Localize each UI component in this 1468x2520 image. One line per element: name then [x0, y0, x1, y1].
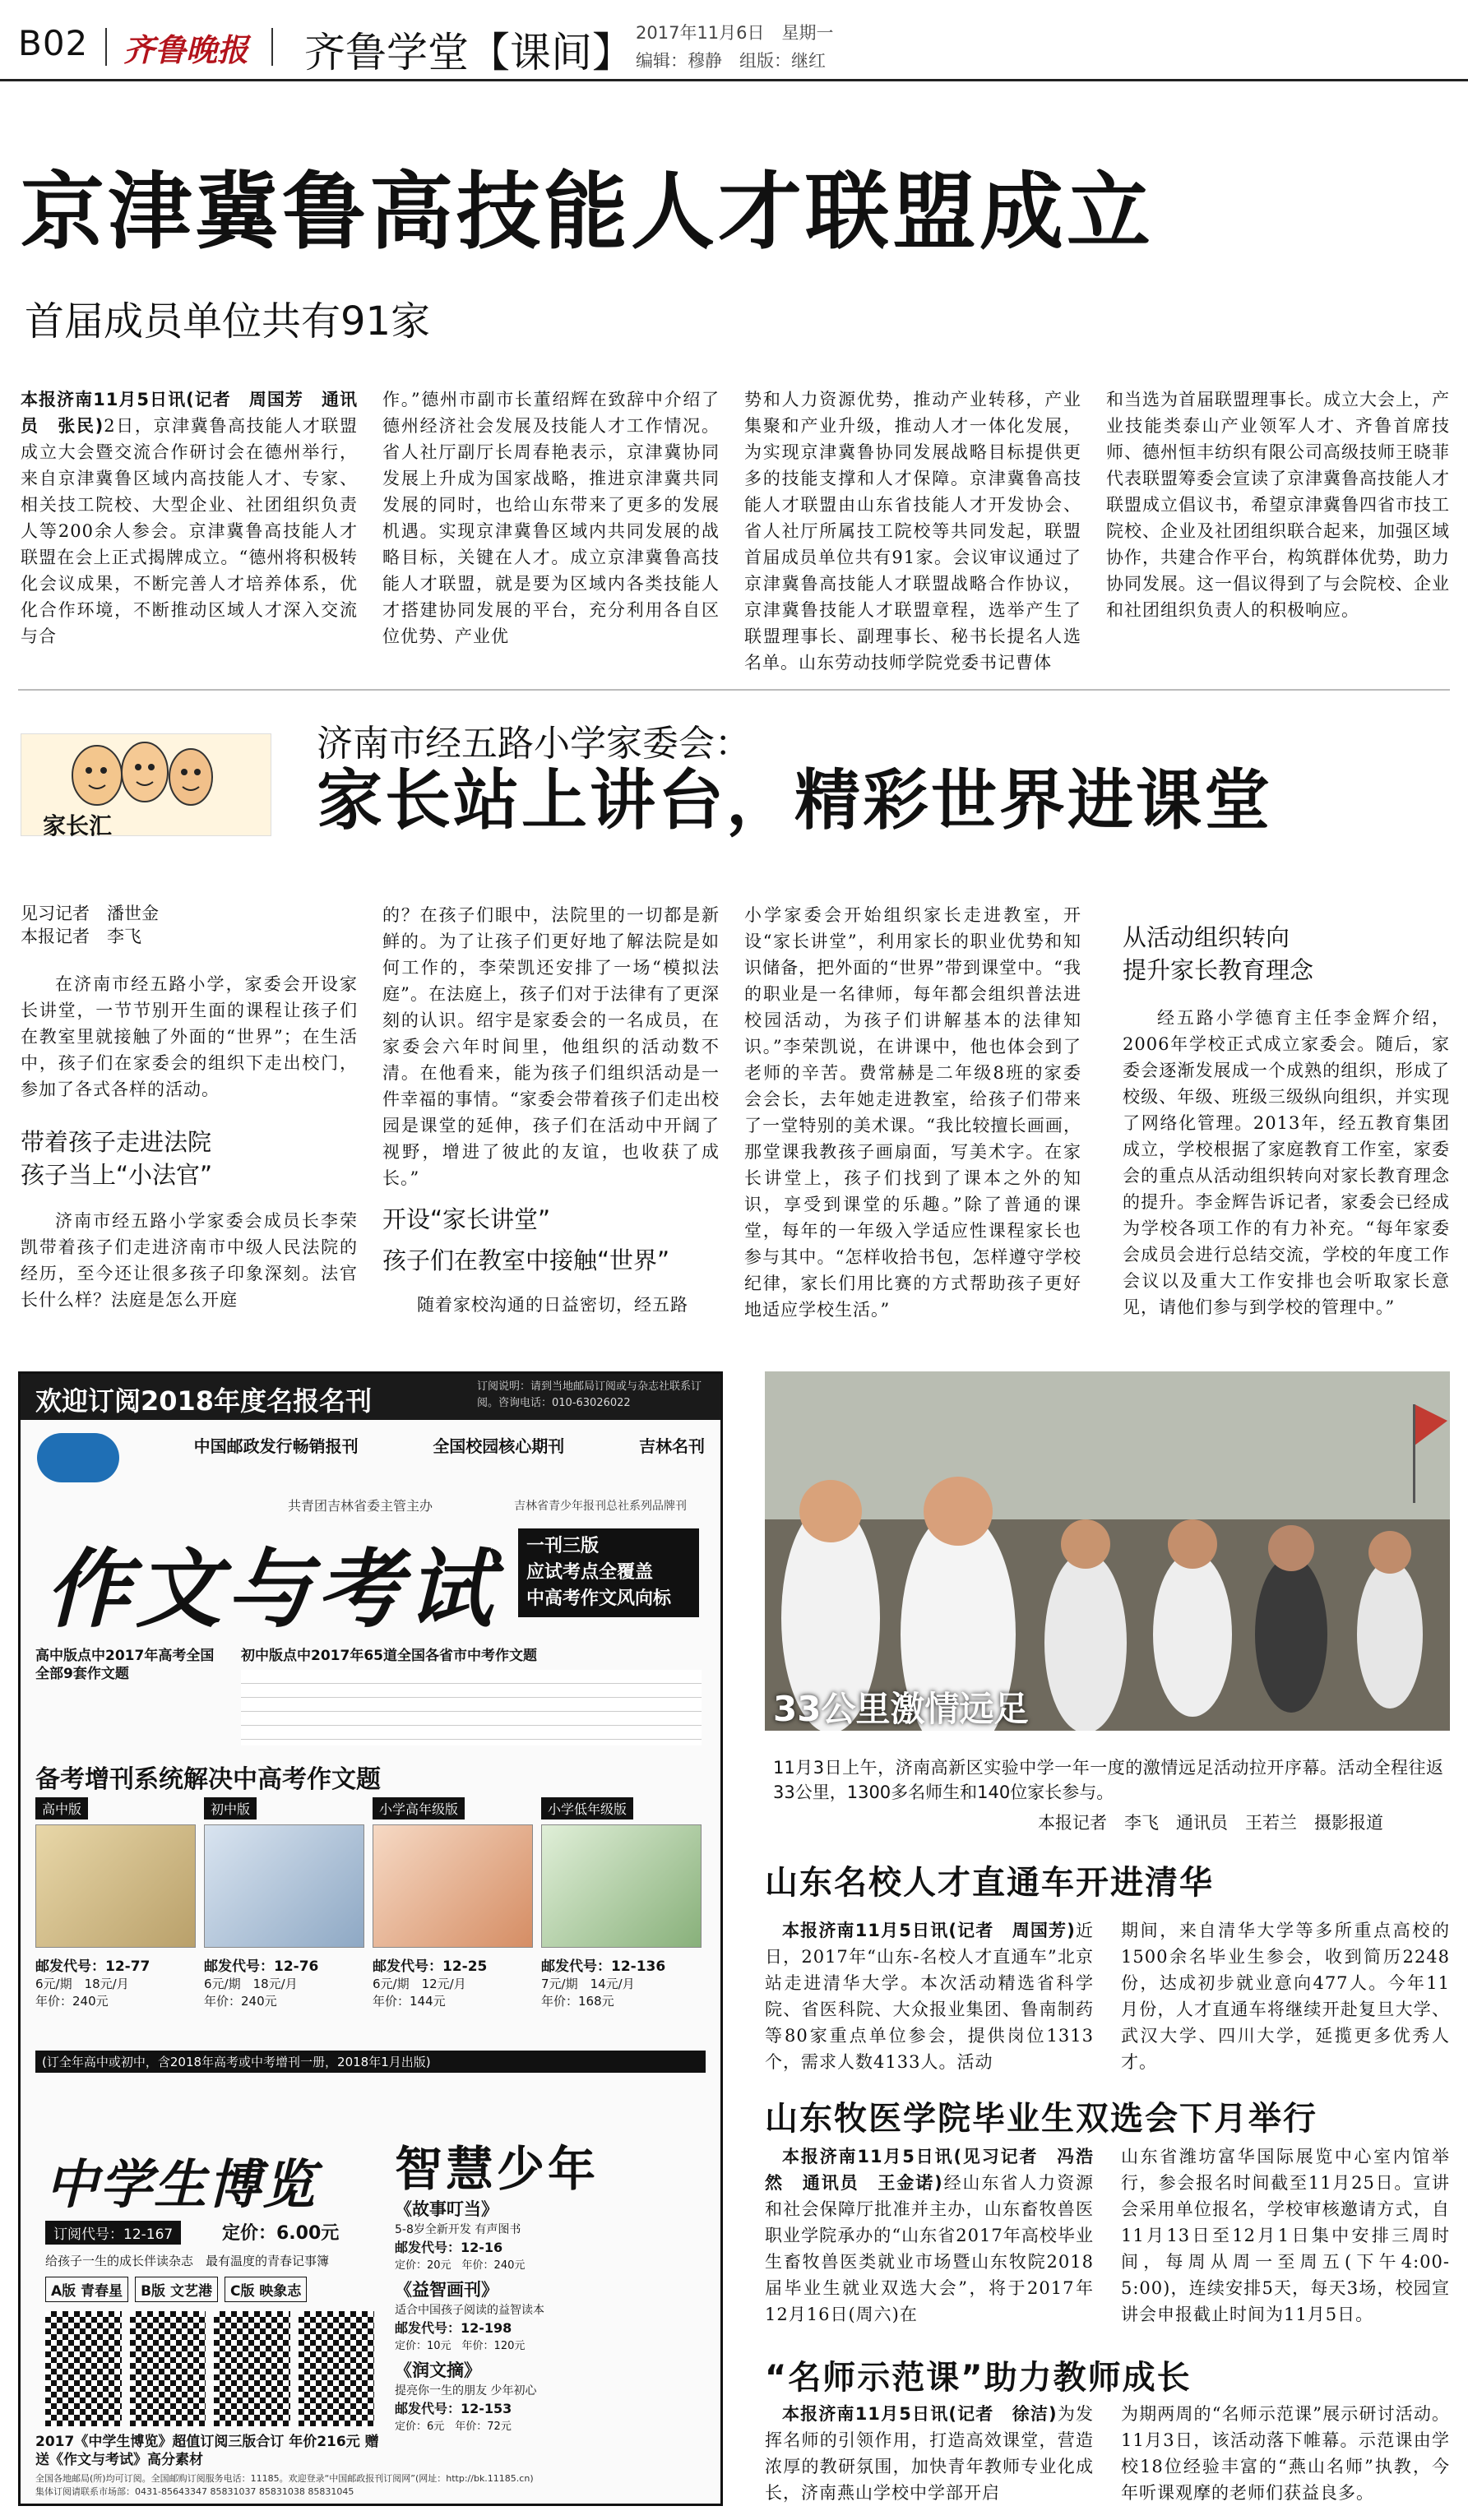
ad-promo-box: [518, 1528, 699, 1617]
feature-paragraph: 的？在孩子们眼中，法院里的一切都是新鲜的。为了让孩子们更好地了解法院是如何工作的，李荣凯还安排了一场“模拟法庭”。在法庭上，孩子们对于法律有了更深刻的认识。绍宇是家委会的一名成员，在家委会六年时间里，他组织的活动数不清。在他看来，能为孩子们组织活动是一件幸福的事情。“家委会带着孩子们走出校园是课堂的延伸，孩子们在活动中开阔了视野，增进了彼此的友谊，也收获了成长。”: [382, 905, 720, 1188]
ad-magazine-2-code: 订阅代号：12-167: [45, 2221, 181, 2245]
feature-subhead: 带着孩子走进法院: [21, 1128, 212, 1156]
news-right-column: 为期两周的“名师示范课”展示研讨活动。11月3日，该活动落下帷幕。示范课由学校18位经验丰富的“燕山名师”执教，今年听课观摩的老师们获益良多。: [1121, 2404, 1450, 2503]
students-hiking-photo-icon: [765, 1371, 1450, 1731]
magazine-cover-icon: [35, 1824, 196, 1948]
edition-chip: B版 文艺港: [135, 2277, 218, 2302]
ad-promo-line: 一刊三版: [526, 1536, 600, 1556]
feature-subhead: 开设“家长讲堂”: [382, 1205, 551, 1233]
edition-tag: 小学低年级版: [541, 1797, 633, 1819]
ad-banner: [21, 1374, 720, 1420]
ad-edition: [204, 1797, 364, 2009]
news-right-column: 期间，来自清华大学等多所重点高校的1500余名毕业生参会，收到简历2248份，达成初步就业意向477人。今年11月份，人才直通车将继续开赴复旦大学、武汉大学、四川大学，延揽更多优秀人才。: [1121, 1921, 1450, 2072]
edition-year-price: 年价：240元: [35, 1994, 109, 2009]
sub-item-desc: 提亮你一生的朋友 少年初心: [395, 2384, 537, 2397]
feature-intro: 在济南市经五路小学，家委会开设家长讲堂，一节节别开生面的课程让孩子们在教室里就接触了外面的“世界”；在生活中，孩子们在家委会的组织下走出校门，参加了各式各样的活动。: [21, 974, 358, 1099]
magazine-cover-icon: [373, 1824, 533, 1948]
edition-chip: C版 映象志: [225, 2277, 307, 2302]
ad-magazine-2-slogan: 给孩子一生的成长伴读杂志 最有温度的青春记事簿: [45, 2254, 330, 2268]
editor-credits: 编辑：穆静 组版：继红: [636, 51, 826, 71]
ad-qr-row: [45, 2311, 374, 2426]
header-divider: [105, 28, 107, 66]
news-brief: [765, 2351, 1450, 2503]
news-title: 山东名校人才直通车开进清华: [765, 1864, 1214, 1902]
subscription-ad: [18, 1371, 723, 2506]
qr-code-icon: [214, 2311, 290, 2426]
ad-sub-item: [395, 2357, 703, 2433]
qr-code-icon: [130, 2311, 206, 2426]
ad-banner-note: 订阅说明：请到当地邮局订阅或与杂志社联系订阅。咨询电话：010-63026022: [477, 1380, 702, 1409]
feature-subhead: 孩子当上“小法官”: [21, 1161, 213, 1189]
feature-column-4: [1123, 921, 1450, 1320]
news-left-column: [765, 2143, 1094, 2328]
qr-code-icon: [45, 2311, 122, 2426]
ad-magazine-title: 作文与考试: [45, 1538, 498, 1639]
ad-banner-title: 欢迎订阅2018年度名报名刊: [35, 1385, 373, 1417]
ad-edition: [35, 1797, 196, 2009]
lead-column-text: 和当选为首届联盟理事长。成立大会上，产业技能类泰山产业领军人才、齐鲁首席技师、德州恒丰纺织有限公司高级技师王晓菲代表联盟筹委会宣读了京津冀鲁高技能人才联盟成立倡议书，希望京津冀鲁四省市技工院校、企业及社团组织联合起来，加强区域协作，共建合作平台，构筑群体优势，助力协同发展。这一倡议得到了与会院校、企业和社团组织负责人的积极响应。: [1106, 390, 1450, 620]
qr-code-icon: [299, 2311, 375, 2426]
header-rule: [0, 79, 1468, 81]
ad-magazine-2-title: 中学生博览: [45, 2154, 317, 2216]
lead-column-text: 势和人力资源优势，推动产业转移，产业集聚和产业升级，推动人才一体化发展，为实现京津冀鲁协同发展战略目标提供更多的技能支撑和人才保障。京津冀鲁高技能人才联盟由山东省技能人才开发协会、省人社厅所属技工院校等共同发起，联盟首届成员单位共有91家。会议审议通过了京津冀鲁高技能人才联盟战略合作协议，京津冀鲁技能人才联盟章程，选举产生了联盟理事长、副理事长、秘书长提名人选名单。山东劳动技师学院党委书记曹体: [744, 390, 1081, 673]
edition-tag: 初中版: [204, 1797, 257, 1819]
lead-column-text: 2日，京津冀鲁高技能人才联盟成立大会暨交流合作研讨会在德州举行，来自京津冀鲁区域内高技能人才、专家、相关技工院校、大型企业、社团组织负责人等200余人参会。京津冀鲁高技能人才联盟在会上正式揭牌成立。“德州将积极转化会议成果，不断完善人才培养体系，优化合作环境，不断推动区域人才深入交流与合: [21, 416, 358, 646]
sub-item-price: 定价：6元 年价：72元: [395, 2421, 512, 2433]
lead-headline: 京津冀鲁高技能人才联盟成立: [21, 164, 1154, 261]
ad-editions: [35, 1797, 706, 2044]
ad-promo-line: 应试考点全覆盖: [526, 1562, 654, 1583]
feature-column-3: [744, 902, 1081, 1323]
edition-chip: A版 青春星: [45, 2277, 128, 2302]
header-divider: [271, 28, 273, 66]
ad-magazine-2-price: 定价：6.00元: [222, 2223, 340, 2244]
edition-year-price: 年价：240元: [204, 1994, 277, 2009]
ad-footer-contact: 集体订阅请联系市场部：0431-85643347 85831037 85831038 85831045: [35, 2486, 354, 2497]
ad-exam-note: 高中版点中2017年高考全国全部9套作文题: [35, 1648, 215, 1682]
feature-paragraph: 经五路小学德育主任李金辉介绍，2006年学校正式成立家委会。随后，家委会逐渐发展成一个成熟的组织，形成了校级、年级、班级三级纵向组织，并实现了网络化管理。2013年，经五教育集团成立，学校根据了家庭教育工作室，家委会的重点从活动组织转向对家长教育理念的提升。李金辉告诉记者，家委会已经成为学校各项工作的有力补充。“每年家委会成员会进行总结交流，学校的年度工作会议以及重大工作安排也会听取家长意见，请他们参与到学校的管理中。”: [1123, 1008, 1450, 1317]
ad-magazine-3-title: 智慧少年: [395, 2141, 600, 2197]
ad-edition: [373, 1797, 533, 2009]
photo-caption: 11月3日上午，济南高新区实验中学一年一度的激情远足活动拉开序幕。活动全程往返33公里，1300多名师生和140位家长参与。: [773, 1758, 1443, 1802]
lead-column-1: [21, 386, 358, 650]
ad-tag: 中国邮政发行畅销报刊: [193, 1436, 359, 1456]
feature-subhead: 从活动组织转向: [1123, 923, 1290, 951]
feature-badge-label: 家长汇: [43, 812, 113, 839]
news-right-column: 山东省潍坊富华国际展览中心室内馆举行，参会报名时间截至11月25日。宣讲会采用单位报名，学校审核邀请方式，自11月13日至12月1日集中安排三周时间，每周从周一至周五(下午4:00-5:00)，连续安排5天，每天3场，校园宣讲会申报截止时间为11月5日。: [1121, 2147, 1450, 2324]
postal-logo-icon: [37, 1433, 119, 1482]
news-brief: [765, 1856, 1450, 2072]
feature-subhead: 孩子们在教室中接触“世界”: [382, 1246, 670, 1274]
sub-item-desc: 5-8岁全新开发 有声图书: [395, 2223, 521, 2236]
feature-paragraph: 随着家校沟通的日益密切，经五路: [417, 1295, 688, 1315]
feature-subhead: 提升家长教育理念: [1123, 956, 1314, 984]
lead-column-3: [744, 386, 1081, 676]
edition-code: 邮发代号：12-136: [541, 1958, 666, 1975]
feature-byline-1: 见习记者 潘世金: [21, 904, 159, 923]
newspaper-logo: 齐鲁晚报: [123, 31, 249, 68]
sub-item-code: 邮发代号：12-16: [395, 2240, 503, 2255]
sub-item-name: 《润文摘》: [395, 2360, 481, 2380]
news-text: 为发挥名师的引领作用，打造高效课堂，营造浓厚的教研氛围，加快青年教师专业化成长，济南燕山学校中学部开启: [765, 2404, 1095, 2503]
sub-item-price: 定价：20元 年价：240元: [395, 2259, 526, 2272]
edition-price: 6元/期 18元/月: [35, 1977, 129, 1991]
section-divider: [18, 689, 1450, 691]
hiking-photo: [765, 1371, 1450, 1731]
feature-headline: 家长站上讲台，精彩世界进课堂: [317, 762, 1272, 839]
news-text: 近日，2017年“山东-名校人才直通车”北京站走进清华大学。本次活动精选省科学院、省医科院、大众报业集团、鲁南制药等80家重点单位参会，提供岗位1313个，需求人数4133人。活动: [765, 1921, 1095, 2072]
lead-column-4: [1106, 386, 1450, 623]
page-code: B02: [18, 23, 89, 63]
photo-credits: 本报记者 李飞 通讯员 王若兰 摄影报道: [1038, 1813, 1383, 1833]
feature-column-1: [21, 902, 358, 1313]
feature-paragraph: 济南市经五路小学家委会成员长李荣凯带着孩子们走进济南市中级人民法院的经历，至今还让很多孩子印象深刻。法官长什么样？法庭是怎么开庭: [21, 1211, 358, 1310]
issue-date: 2017年11月6日 星期一: [636, 23, 834, 43]
edition-year-price: 年价：168元: [541, 1994, 614, 2009]
edition-tag: 高中版: [35, 1797, 88, 1819]
ad-headline-2: 备考增刊系统解决中高考作文题: [35, 1765, 381, 1794]
ad-tag: 全国校园核心期刊: [433, 1436, 565, 1456]
magazine-cover-icon: [541, 1824, 702, 1948]
sub-item-code: 邮发代号：12-198: [395, 2320, 512, 2336]
ad-footer-phone: 全国各地邮局(所)均可订阅。全国邮购订阅服务电话：11185。欢迎登录“中国邮政报刊订阅网”(网址：http://bk.11185.cn): [35, 2473, 534, 2484]
edition-code: 邮发代号：12-77: [35, 1958, 151, 1975]
feature-kicker: 济南市经五路小学家委会：: [317, 723, 751, 765]
ad-publisher: 共青团吉林省委主管主办: [288, 1498, 433, 1514]
news-left-column: [765, 1917, 1094, 2075]
edition-price: 7元/期 14元/月: [541, 1977, 635, 1991]
feature-column-2: [382, 902, 720, 1318]
lead-column-2: [382, 386, 720, 650]
ad-sub-item: [395, 2196, 703, 2272]
section-title: 齐鲁学堂【课间】: [304, 29, 633, 76]
sub-item-code: 邮发代号：12-153: [395, 2401, 512, 2416]
magazine-cover-icon: [204, 1824, 364, 1948]
ad-magazine-2-editions: [45, 2277, 374, 2302]
ad-exam-list: [241, 1670, 702, 1746]
lead-byline: 本报济南11月5日讯(记者 周国芳 通讯员 张民): [21, 390, 358, 436]
lead-subheadline: 首届成员单位共有91家: [25, 298, 431, 344]
photo-overlay-caption: 33公里激情远足: [773, 1689, 1029, 1729]
ad-tag-row: [37, 1433, 705, 1482]
lead-column-text: 作。”德州市副市长董绍辉在致辞中介绍了德州经济社会发展及技能人才工作情况。省人社厅副厅长周春艳表示，京津冀协同发展上升成为国家战略，推进京津冀共同发展的同时，也给山东带来了更多的发展机遇。实现京津冀鲁区域内共同发展的战略目标，关键在人才。成立京津冀鲁高技能人才联盟，就是要为区域内各类技能人才搭建协同发展的平台，充分利用各自区位优势、产业优: [382, 390, 720, 646]
ad-promo-line: 中高考作文风向标: [526, 1588, 672, 1609]
ad-sub-item: [395, 2277, 703, 2352]
edition-price: 6元/期 18元/月: [204, 1977, 298, 1991]
ad-exam-note: 初中版点中2017年65道全国各省市中考作文题: [241, 1648, 537, 1664]
sub-item-name: 《故事叮当》: [395, 2199, 498, 2219]
ad-note-bar: (订全年高中或初中，含2018年高考或中考增刊一册，2018年1月出版): [35, 2051, 706, 2073]
ad-bundle-offer: 2017《中学生博览》超值订阅三版合订 年价216元 赠送《作文与考试》高分素材: [35, 2434, 379, 2468]
edition-price: 6元/期 12元/月: [373, 1977, 466, 1991]
ad-series: 吉林省青少年报刊总社系列品牌刊: [514, 1500, 687, 1513]
sub-item-name: 《益智画刊》: [395, 2279, 498, 2300]
edition-code: 邮发代号：12-76: [204, 1958, 319, 1975]
feature-paragraph: 小学家委会开始组织家长走进教室，开设“家长讲堂”，利用家长的职业优势和知识储备，把外面的“世界”带到课堂中。“我的职业是一名律师，每年都会组织普法进校园活动，为孩子们讲解基本的法律知识。”李荣凯说，在讲课中，他也体会到了老师的辛苦。费常赫是二年级8班的家委会会长，去年她走进教室，给孩子们带来了一堂特别的美术课。“我比较擅长画画，那堂课我教孩子画扇面，写美术字。在家长讲堂上，孩子们找到了课本之外的知识，享受到课堂的乐趣。”除了普通的课堂，每年的一年级入学适应性课程家长也参与其中。“怎样收拾书包，怎样遵守学校纪律，家长们用比赛的方式帮助孩子更好地适应学校生活。”: [744, 905, 1081, 1320]
ad-sub-items: [395, 2196, 703, 2433]
news-title: 山东牧医学院毕业生双选会下月举行: [765, 2100, 1317, 2138]
news-brief: [765, 2092, 1450, 2324]
news-left-column: [765, 2401, 1094, 2506]
news-byline: 本报济南11月5日讯(记者 周国芳): [782, 1921, 1076, 1940]
edition-tag: 小学高年级版: [373, 1797, 465, 1819]
news-byline: 本报济南11月5日讯(见习记者 冯浩然 通讯员 王金诺): [765, 2147, 1094, 2193]
news-title: “名师示范课”助力教师成长: [765, 2359, 1192, 2397]
ad-edition: [541, 1797, 702, 2009]
news-text: 经山东省人力资源和社会保障厅批准并主办，山东畜牧兽医职业学院承办的“山东省2017年高校毕业生畜牧兽医类就业市场暨山东牧院2018届毕业生就业双选大会”，将于2017年12月16日(周六)在: [765, 2173, 1094, 2324]
sub-item-desc: 适合中国孩子阅读的益智读本: [395, 2304, 544, 2317]
edition-year-price: 年价：144元: [373, 1994, 446, 2009]
news-byline: 本报济南11月5日讯(记者 徐洁): [782, 2404, 1058, 2424]
sub-item-price: 定价：10元 年价：120元: [395, 2340, 526, 2352]
feature-byline-2: 本报记者 李飞: [21, 927, 141, 946]
edition-code: 邮发代号：12-25: [373, 1958, 488, 1975]
ad-tag: 吉林名刊: [638, 1436, 705, 1456]
